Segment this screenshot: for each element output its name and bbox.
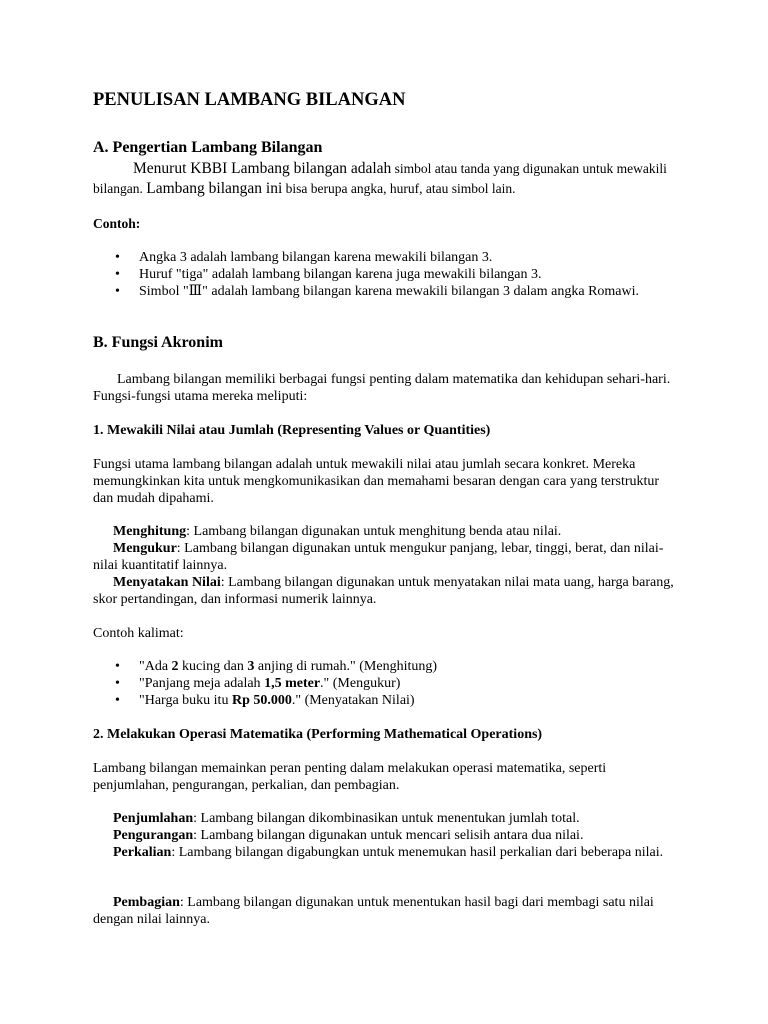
section-b-intro: Lambang bilangan memiliki berbagai fungsi penting dalam matematika dan kehidupan sehari-hari. Fungsi-fungsi utama mereka meliputi: (93, 372, 671, 404)
bullet-icon: • (115, 250, 120, 265)
bullet-icon: • (115, 267, 120, 282)
contoh-kalimat-label: Contoh kalimat: (93, 626, 184, 641)
item-term: Pengurangan (113, 828, 194, 843)
section-a-paragraph (93, 159, 675, 199)
bullet-icon: • (115, 693, 120, 708)
item-perkalian (93, 844, 675, 861)
item-desc: : Lambang bilangan digunakan untuk menentukan hasil bagi dari membagi satu nilai dengan nilai lainnya. (93, 895, 654, 927)
item-term: Menyatakan Nilai (113, 575, 221, 590)
subsection-2-items (93, 810, 675, 861)
list-item: • Angka 3 adalah lambang bilangan karena mewakili bilangan 3. (115, 250, 493, 265)
item-menghitung (93, 523, 675, 540)
bullet-icon: • (115, 676, 120, 691)
para-a-part1: Menurut KBBI Lambang bilangan adalah (133, 160, 392, 177)
para-a-part2: simbol atau tanda yang digunakan untuk mewakili bilangan. (93, 161, 667, 196)
para-a-part4: bisa berupa angka, huruf, atau simbol lain. (282, 181, 516, 196)
sentence-list (93, 658, 675, 709)
list-item: • Huruf "tiga" adalah lambang bilangan karena juga mewakili bilangan 3. (115, 267, 542, 282)
subsection-1-paragraph: Fungsi utama lambang bilangan adalah untuk mewakili nilai atau jumlah secara konkret. Mereka memungkinkan kita untuk mengkomunikasikan dan memahami besaran dengan cara yang terstruktur dan mudah dipahami. (93, 457, 660, 506)
item-pengurangan (93, 827, 675, 844)
item-mengukur (93, 540, 675, 574)
item-desc: : Lambang bilangan digunakan untuk menyatakan nilai mata uang, harga barang, skor pertandingan, dan informasi numerik lainnya. (93, 575, 674, 607)
subsection-2-paragraph: Lambang bilangan memainkan peran penting dalam melakukan operasi matematika, seperti penjumlahan, pengurangan, perkalian, dan pembagian. (93, 761, 607, 793)
bullet-icon: • (115, 284, 120, 299)
para-a-part3: Lambang bilangan ini (146, 180, 283, 197)
section-b-heading: B. Fungsi Akronim (93, 334, 223, 351)
list-item: • "Harga buku itu Rp 50.000." (Menyatakan Nilai) (115, 693, 415, 708)
item-term: Penjumlahan (113, 811, 194, 826)
item-desc: : Lambang bilangan digunakan untuk mengukur panjang, lebar, tinggi, berat, dan nilai-nilai kuantitatif lainnya. (93, 541, 664, 573)
item-term: Mengukur (113, 541, 177, 556)
item-menyatakan-nilai (93, 574, 675, 608)
item-desc: : Lambang bilangan digunakan untuk mencari selisih antara dua nilai. (193, 828, 584, 843)
subsection-1-heading: 1. Mewakili Nilai atau Jumlah (Representing Values or Quantities) (93, 423, 491, 438)
list-item: • "Ada 2 kucing dan 3 anjing di rumah." (Menghitung) (115, 659, 438, 674)
contoh-label: Contoh: (93, 216, 141, 231)
subsection-2-heading: 2. Melakukan Operasi Matematika (Performing Mathematical Operations) (93, 727, 543, 742)
list-item: • "Panjang meja adalah 1,5 meter." (Mengukur) (115, 676, 401, 691)
item-term: Menghitung (113, 524, 187, 539)
subsection-1-items (93, 523, 675, 608)
item-term: Perkalian (113, 845, 172, 860)
item-desc: : Lambang bilangan digabungkan untuk menemukan hasil perkalian dari beberapa nilai. (171, 845, 664, 860)
item-desc: : Lambang bilangan dikombinasikan untuk menentukan jumlah total. (193, 811, 580, 826)
item-desc: : Lambang bilangan digunakan untuk menghitung benda atau nilai. (186, 524, 562, 539)
item-penjumlahan (93, 810, 675, 827)
item-term: Pembagian (113, 895, 180, 910)
list-item: • Simbol "Ⅲ" adalah lambang bilangan karena mewakili bilangan 3 dalam angka Romawi. (115, 284, 640, 299)
document-title: PENULISAN LAMBANG BILANGAN (93, 90, 406, 110)
example-list (93, 249, 675, 300)
bullet-icon: • (115, 659, 120, 674)
section-a-heading: A. Pengertian Lambang Bilangan (93, 139, 323, 156)
item-pembagian (93, 894, 675, 928)
